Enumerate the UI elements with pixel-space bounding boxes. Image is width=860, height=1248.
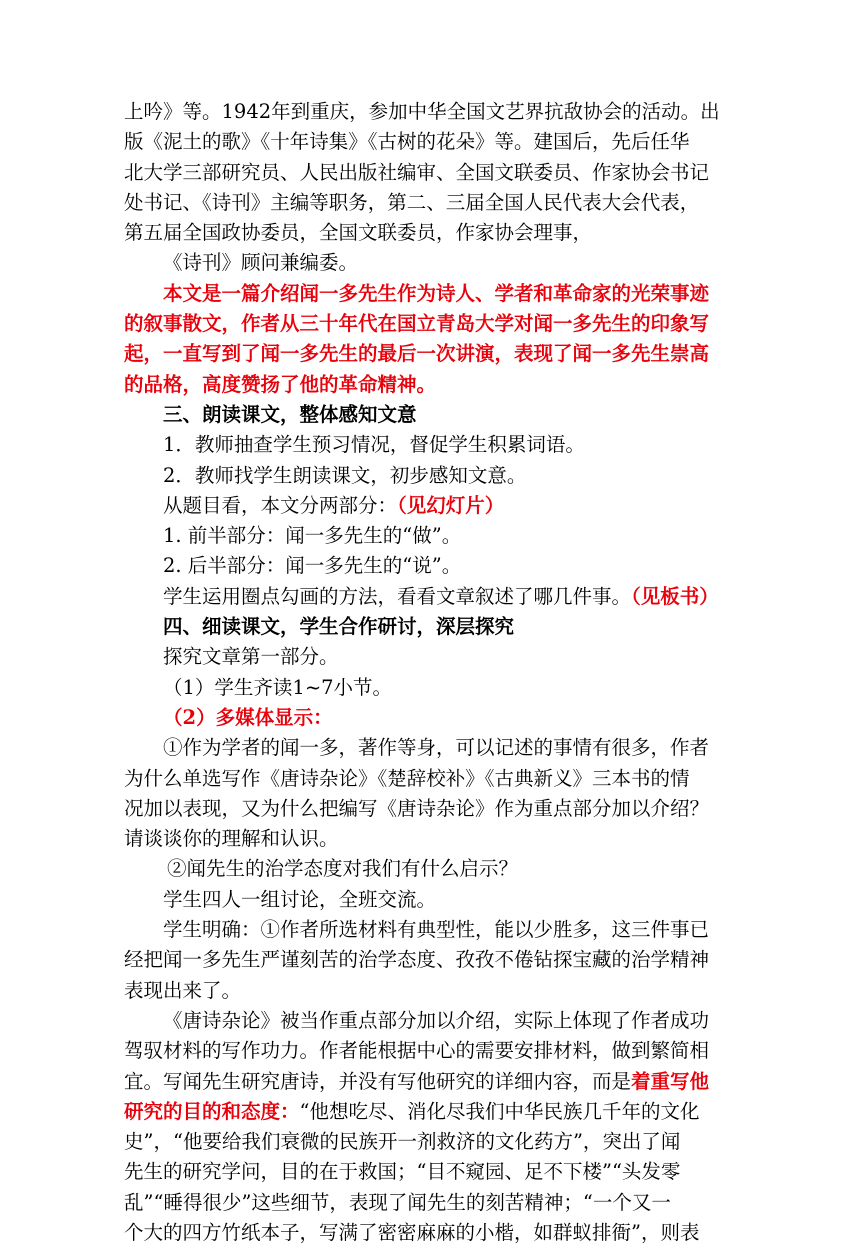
section-4-heading: 四、细读课文，学生合作研讨，深层探究 bbox=[163, 615, 515, 639]
text-line: 表现出来了。 bbox=[124, 978, 242, 1002]
answer-2 bbox=[124, 1006, 742, 1248]
text-line: 经把闻一多先生严谨刻苦的治学态度、孜孜不倦钻探宝藏的治学精神 bbox=[124, 948, 710, 972]
text-line: 《唐诗杂论》被当作重点部分加以介绍，实际上体现了作者成功 bbox=[163, 1008, 710, 1032]
text-line: 史”，“他要给我们衰微的民族开一剂救济的文化药方”，突出了闻 bbox=[124, 1130, 681, 1154]
question-1 bbox=[124, 733, 742, 854]
s3-item-2: 2．教师找学生朗读课文，初步感知文意。 bbox=[163, 463, 527, 487]
text-line: 处书记、《诗刊》主编等职务，第二、三届全国人民代表大会代表， bbox=[124, 190, 700, 214]
s3-method-text: 学生运用圈点勾画的方法，看看文章叙述了哪几件事。 bbox=[163, 584, 632, 608]
text-line: 个大的四方竹纸本子，写满了密密麻麻的小楷，如群蚁排衙”，则表 bbox=[124, 1220, 700, 1244]
s4-media: （2）多媒体显示： bbox=[163, 705, 333, 729]
document-body bbox=[124, 97, 742, 1248]
answer-2-text: “他想吃尽、消化尽我们中华民族几千年的文化 bbox=[299, 1099, 700, 1123]
emphasis-text: 着重写他 bbox=[631, 1069, 710, 1093]
text-line: 学生明确：①作者所选材料有典型性，能以少胜多，这三件事已 bbox=[163, 918, 710, 942]
section-3-heading: 三、朗读课文，整体感知文意 bbox=[163, 402, 417, 426]
s3-item-1: 1．教师抽查学生预习情况，督促学生积累词语。 bbox=[163, 433, 585, 457]
intro-tail bbox=[124, 248, 742, 278]
slide-note: （见幻灯片） bbox=[397, 493, 505, 517]
text-line: 况加以表现，又为什么把编写《唐诗杂论》作为重点部分加以介绍？ bbox=[124, 796, 710, 820]
s3-title-line bbox=[124, 491, 742, 521]
s3-title-prefix: 从题目看，本文分两部分： bbox=[163, 493, 398, 517]
text-line: 请谈谈你的理解和认识。 bbox=[124, 827, 339, 851]
text-line: 起，一直写到了闻一多先生的最后一次讲演，表现了闻一多先生崇高 bbox=[124, 342, 710, 366]
text-line: 北大学三部研究员、人民出版社编审、全国文联委员、作家协会书记 bbox=[124, 160, 710, 184]
text-line: 的叙事散文，作者从三十年代在国立青岛大学对闻一多先生的印象写 bbox=[124, 312, 710, 336]
text-line: 的品格，高度赞扬了他的革命精神。 bbox=[124, 372, 437, 396]
answer-1 bbox=[124, 915, 742, 1006]
text-line: 驾驭材料的写作功力。作者能根据中心的需要安排材料，做到繁简相 bbox=[124, 1039, 710, 1063]
text-line: 第五届全国政协委员，全国文联委员，作家协会理事， bbox=[124, 221, 593, 245]
text-line: 为什么单选写作《唐诗杂论》《楚辞校补》《古典新义》三本书的情 bbox=[124, 766, 690, 790]
text-line: 版《泥土的歌》《十年诗集》《古树的花朵》等。建国后，先后任华 bbox=[124, 130, 690, 154]
s4-explore: 探究文章第一部分。 bbox=[163, 645, 339, 669]
s3-method bbox=[124, 582, 742, 612]
question-2: ②闻先生的治学态度对我们有什么启示？ bbox=[167, 857, 519, 881]
text-line: 乱”“睡得很少”这些细节，表现了闻先生的刻苦精神；“一个又一 bbox=[124, 1190, 671, 1214]
s3-part-1: 1. 前半部分：闻一多先生的“做”。 bbox=[163, 524, 462, 548]
text-line: 先生的研究学问，目的在于救国；“目不窥园、足不下楼”“头发零 bbox=[124, 1160, 681, 1184]
text-line: 本文是一篇介绍闻一多先生作为诗人、学者和革命家的光荣事迹 bbox=[163, 281, 710, 305]
text-line: ①作为学者的闻一多，著作等身，可以记述的事情有很多，作者 bbox=[163, 736, 710, 760]
board-note: （见板书） bbox=[631, 584, 719, 608]
text-line: 《诗刊》顾问兼编委。 bbox=[163, 251, 359, 275]
intro-paragraph bbox=[124, 97, 742, 248]
emphasis-text: 研究的目的和态度： bbox=[124, 1099, 300, 1123]
s4-read: （1）学生齐读1~7小节。 bbox=[163, 675, 393, 699]
answer-2-text: 宜。写闻先生研究唐诗，并没有写他研究的详细内容，而是 bbox=[124, 1069, 632, 1093]
discuss-note: 学生四人一组讨论，全班交流。 bbox=[163, 887, 437, 911]
text-line: 上吟》等。1942年到重庆，参加中华全国文艺界抗敌协会的活动。出 bbox=[124, 100, 720, 123]
summary-paragraph bbox=[124, 279, 742, 400]
s3-part-2: 2. 后半部分：闻一多先生的“说”。 bbox=[163, 554, 462, 578]
